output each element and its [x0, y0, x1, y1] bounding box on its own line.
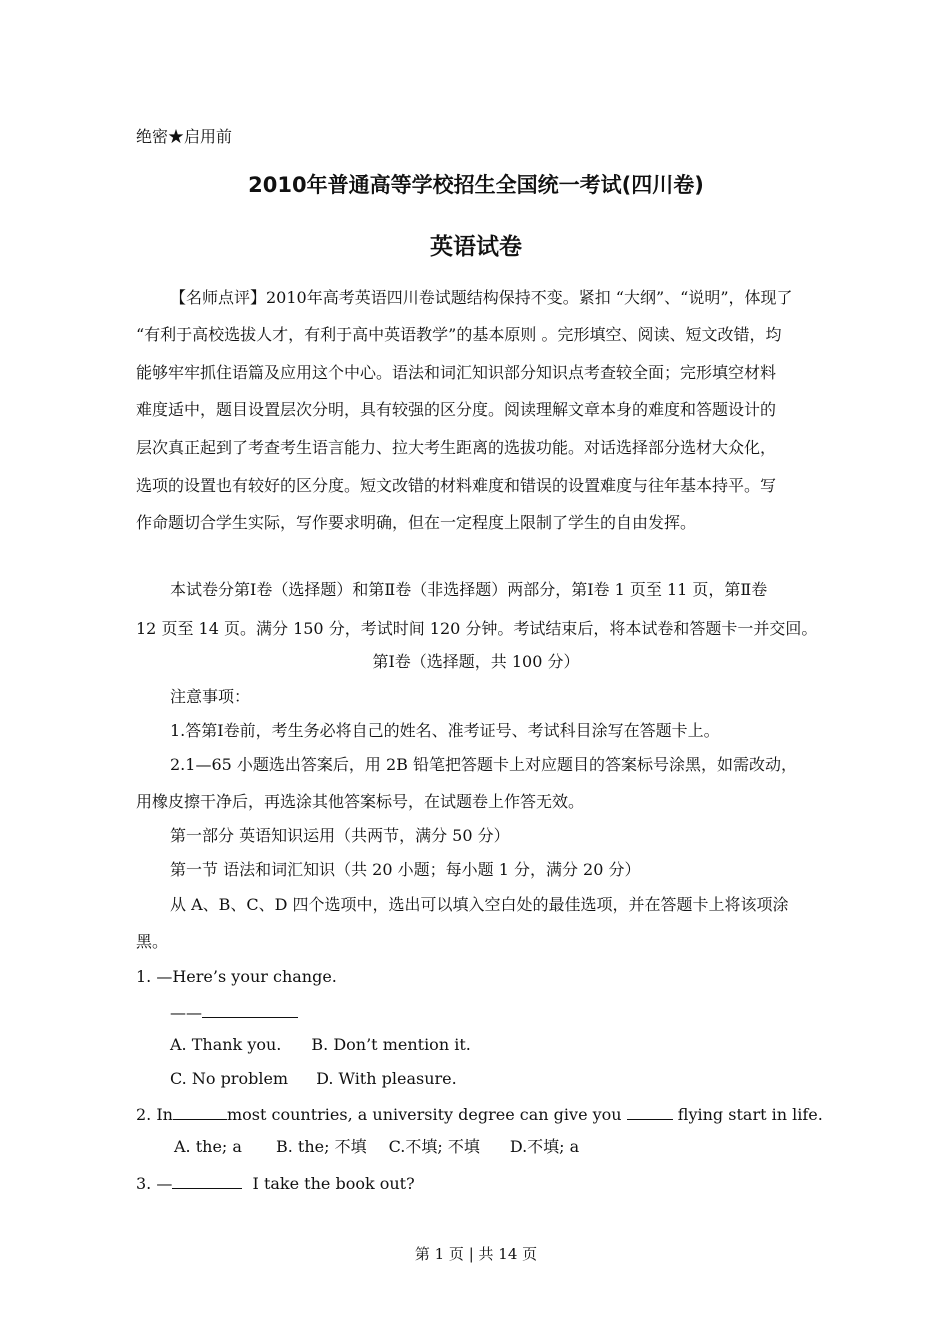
instruction-line: 从 A、B、C、D 四个选项中，选出可以填入空白处的最佳选项，并在答题卡上将该项涂 — [170, 895, 789, 914]
commentary-line: 层次真正起到了考查考生语言能力、拉大考生距离的选拔功能。对话选择部分选材大众化， — [136, 438, 777, 457]
reply-dash: —— — [170, 1003, 202, 1022]
part-heading: 第一部分 英语知识运用（共两节，满分 50 分） — [170, 826, 510, 845]
option-b: B. the; 不填 — [275, 1137, 367, 1156]
answer-blank — [172, 1172, 242, 1189]
intro-line: 本试卷分第Ⅰ卷（选择题）和第Ⅱ卷（非选择题）两部分，第Ⅰ卷 1 页至 11 页，第Ⅱ卷 — [170, 580, 768, 599]
answer-blank — [202, 1001, 298, 1018]
volume-heading: 第Ⅰ卷（选择题，共 100 分） — [372, 652, 580, 671]
option-a: A. the; a — [174, 1137, 242, 1156]
notice-label: 注意事项： — [170, 687, 251, 706]
commentary-line: “有利于高校选拔人才，有利于高中英语教学”的基本原则 。完形填空、阅读、短文改错，均 — [136, 325, 782, 344]
commentary-line: 难度适中，题目设置层次分明，具有较强的区分度。阅读理解文章本身的难度和答题设计的 — [136, 400, 777, 419]
commentary-line: 【名师点评】2010年高考英语四川卷试题结构保持不变。紧扣 “大纲”、“说明”，体现了 — [170, 288, 793, 307]
exam-title: 2010年普通高等学校招生全国统一考试(四川卷) — [248, 173, 704, 197]
answer-blank — [173, 1103, 227, 1120]
options-row — [170, 1035, 816, 1055]
options-row — [170, 1069, 816, 1089]
notice-item: 2.1—65 小题选出答案后，用 2B 铅笔把答题卡上对应题目的答案标号涂黑，如需改动， — [170, 755, 798, 774]
question-stem: 1. —Here’s your change. — [136, 967, 337, 986]
option-d: D. With pleasure. — [316, 1069, 457, 1088]
commentary-line: 能够牢牢抓住语篇及应用这个中心。语法和词汇知识部分知识点考查较全面；完形填空材料 — [136, 363, 777, 382]
notice-item-continued: 用橡皮擦干净后，再选涂其他答案标号，在试题卷上作答无效。 — [136, 792, 585, 811]
commentary-line: 作命题切合学生实际，写作要求明确，但在一定程度上限制了学生的自由发挥。 — [136, 513, 697, 532]
question-reply — [170, 1001, 816, 1023]
notice-item: 1.答第Ⅰ卷前，考生务必将自己的姓名、准考证号、考试科目涂写在答题卡上。 — [170, 721, 720, 740]
question-stem: 2. In most countries, a university degree can give you flying start in life. — [136, 1105, 823, 1124]
exam-subtitle: 英语试卷 — [430, 234, 522, 260]
instruction-line: 黑。 — [136, 932, 169, 951]
confidential-label: 绝密★启用前 — [136, 127, 233, 146]
page-footer: 第 1 页 | 共 14 页 — [414, 1245, 538, 1263]
answer-blank — [627, 1103, 673, 1120]
option-a: A. Thank you. — [170, 1035, 282, 1054]
commentary-line: 选项的设置也有较好的区分度。短文改错的材料难度和错误的设置难度与往年基本持平。写 — [136, 476, 777, 495]
question-3: 3. — I take the book out? — [136, 1174, 415, 1193]
options-row — [174, 1137, 854, 1157]
section-heading: 第一节 语法和词汇知识（共 20 小题；每小题 1 分，满分 20 分） — [170, 860, 641, 879]
option-c: C. No problem — [170, 1069, 289, 1088]
option-b: B. Don’t mention it. — [311, 1035, 471, 1054]
intro-line: 12 页至 14 页。满分 150 分，考试时间 120 分钟。考试结束后，将本试卷和答题卡一并交回。 — [136, 619, 818, 638]
option-c: C.不填; 不填 — [388, 1137, 480, 1156]
option-d: D.不填; a — [509, 1137, 580, 1156]
